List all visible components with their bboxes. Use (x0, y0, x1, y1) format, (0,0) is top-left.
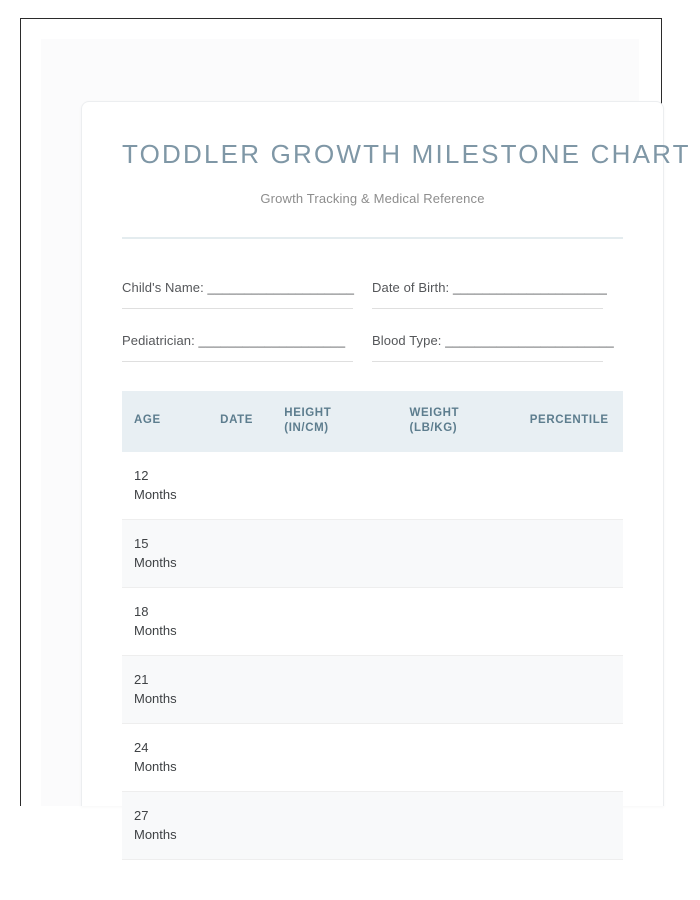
page-title: TODDLER GROWTH MILESTONE CHART (122, 139, 691, 169)
table-header-row (122, 391, 623, 452)
table-body (122, 452, 623, 860)
cell-age (122, 519, 208, 587)
cell-date[interactable] (208, 791, 272, 859)
field-pediatrician-label: Pediatrician: ____________________ (122, 332, 346, 348)
title-divider (122, 237, 623, 239)
field-childs-name-label: Child's Name: ____________________ (122, 279, 355, 295)
cell-age (122, 587, 208, 655)
cell-age (122, 655, 208, 723)
cell-weight[interactable] (398, 587, 518, 655)
cell-percentile[interactable] (518, 587, 623, 655)
cell-percentile[interactable] (518, 655, 623, 723)
cell-date[interactable] (208, 655, 272, 723)
cell-height[interactable] (272, 587, 397, 655)
cell-age (122, 452, 208, 520)
column-header-weight-label: WEIGHT (409, 406, 460, 419)
column-header-age-label: AGE (134, 414, 161, 427)
table-header (122, 391, 623, 452)
field-pediatrician[interactable] (122, 333, 353, 362)
page-sheet (41, 39, 691, 843)
cell-percentile[interactable] (518, 452, 623, 520)
table-row (122, 452, 623, 520)
cell-age-value: 24 Months (134, 739, 177, 775)
document-frame (20, 18, 691, 843)
table-row (122, 587, 623, 655)
column-header-age (122, 391, 208, 452)
cell-date[interactable] (208, 587, 272, 655)
patient-info-form (122, 280, 623, 362)
cell-percentile[interactable] (518, 519, 623, 587)
cell-height[interactable] (272, 452, 397, 520)
column-header-weight (398, 391, 518, 452)
table-row (122, 791, 623, 859)
field-date-of-birth[interactable] (372, 279, 607, 309)
cell-age-value: 18 Months (134, 603, 177, 639)
cell-date[interactable] (208, 723, 272, 791)
field-date-of-birth-label: Date of Birth: _____________________ (372, 279, 607, 295)
table-row (122, 519, 623, 587)
column-header-weight-units: (LB/KG) (409, 422, 458, 435)
cell-height[interactable] (272, 791, 397, 859)
cell-height[interactable] (272, 723, 397, 791)
cell-age-value: 12 Months (134, 467, 177, 503)
table-row (122, 655, 623, 723)
field-childs-name[interactable] (122, 280, 353, 309)
column-header-percentile (518, 391, 623, 452)
cell-percentile[interactable] (518, 791, 623, 859)
cell-date[interactable] (208, 452, 272, 520)
column-header-height-units: (IN/CM) (284, 422, 329, 435)
column-header-height (272, 391, 397, 452)
cell-weight[interactable] (398, 791, 518, 859)
cell-weight[interactable] (398, 519, 518, 587)
document-card (81, 101, 691, 843)
column-header-percentile-label: PERCENTILE (529, 414, 609, 427)
cell-age (122, 723, 208, 791)
cell-height[interactable] (272, 655, 397, 723)
cell-age-value: 21 Months (134, 671, 177, 707)
cell-weight[interactable] (398, 723, 518, 791)
cell-age-value: 27 Months (134, 807, 177, 843)
column-header-height-label: HEIGHT (284, 406, 332, 419)
field-blood-type-label: Blood Type: _______________________ (372, 332, 614, 348)
cell-age (122, 791, 208, 859)
cell-weight[interactable] (398, 655, 518, 723)
column-header-date (208, 391, 272, 452)
cell-height[interactable] (272, 519, 397, 587)
cell-weight[interactable] (398, 452, 518, 520)
growth-measurements-table (122, 391, 623, 860)
cell-percentile[interactable] (518, 723, 623, 791)
field-blood-type[interactable] (372, 332, 614, 362)
cell-date[interactable] (208, 519, 272, 587)
table-row (122, 723, 623, 791)
page-subtitle: Growth Tracking & Medical Reference (260, 190, 485, 206)
column-header-date-label: DATE (220, 414, 254, 427)
document-body (82, 102, 691, 860)
cell-age-value: 15 Months (134, 535, 177, 571)
